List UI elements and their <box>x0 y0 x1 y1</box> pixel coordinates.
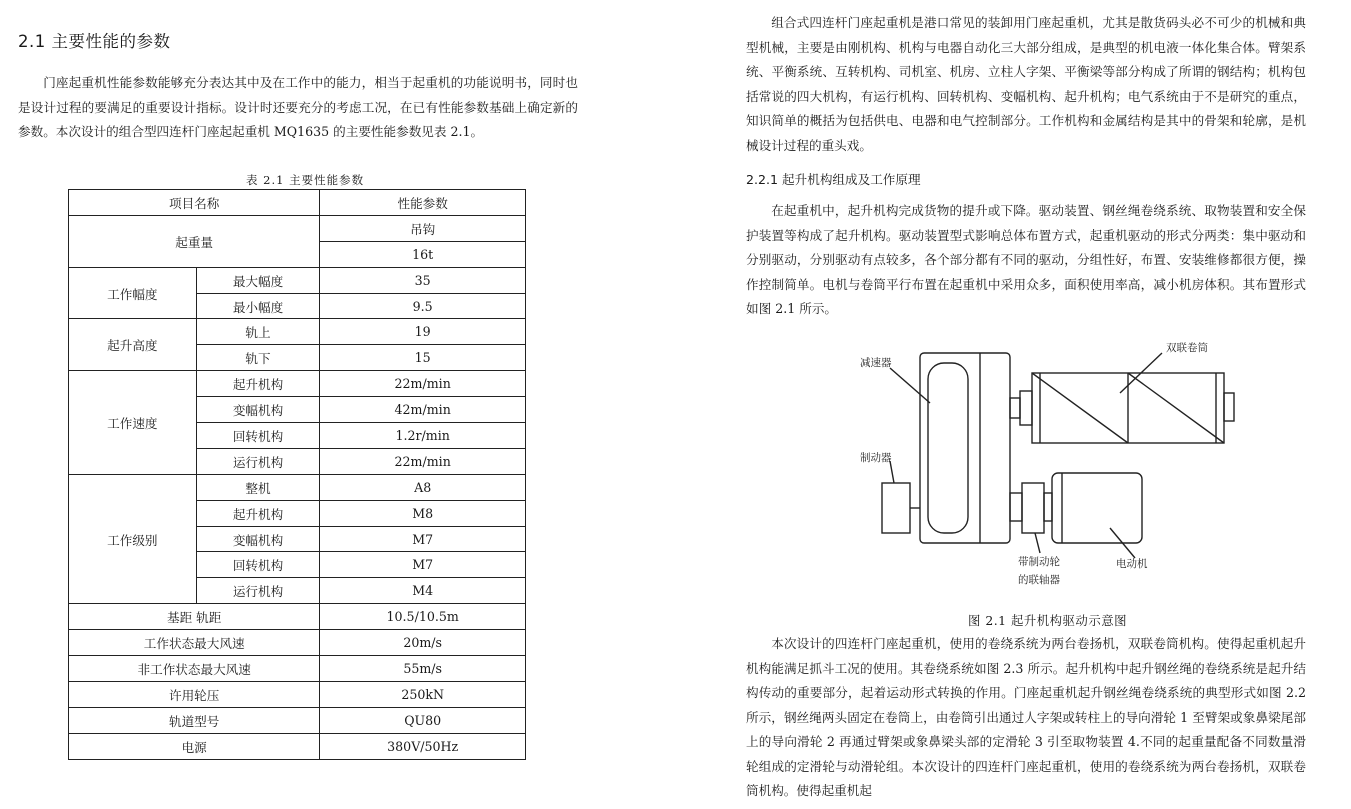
label-motor: 电动机 <box>1116 558 1148 570</box>
row-label-lift-weight: 起重量 <box>69 215 320 267</box>
cell-sub: 回转机构 <box>196 552 320 578</box>
table-row <box>69 604 526 630</box>
label-brake: 制动器 <box>860 452 892 464</box>
cell-value: 吊钩 <box>320 215 526 241</box>
label-reducer: 减速器 <box>860 357 892 369</box>
cell-value: M8 <box>320 500 526 526</box>
section-heading: 2.1 主要性能的参数 <box>18 32 171 51</box>
cell-value: 22m/min <box>320 448 526 474</box>
row-label-amplitude: 工作幅度 <box>69 267 197 319</box>
label-coupling-1: 带制动轮 <box>1018 556 1060 568</box>
cell-value: A8 <box>320 474 526 500</box>
cell-value: 380V/50Hz <box>320 733 526 759</box>
cell-sub: 轨下 <box>196 345 320 371</box>
cell-sub: 变幅机构 <box>196 397 320 423</box>
cell-name: 电源 <box>69 733 320 759</box>
cell-sub: 最小幅度 <box>196 293 320 319</box>
table-row <box>69 733 526 759</box>
table-row <box>69 267 526 293</box>
cell-name: 轨道型号 <box>69 707 320 733</box>
intro-paragraph <box>18 71 578 145</box>
cell-value: M7 <box>320 552 526 578</box>
label-coupling-2: 的联轴器 <box>1018 574 1060 586</box>
cell-name: 工作状态最大风速 <box>69 630 320 656</box>
cell-value: 250kN <box>320 681 526 707</box>
paragraph-structure <box>746 11 1306 158</box>
cell-value: 9.5 <box>320 293 526 319</box>
table-row <box>69 371 526 397</box>
cell-sub: 最大幅度 <box>196 267 320 293</box>
cell-sub: 轨上 <box>196 319 320 345</box>
header-value: 性能参数 <box>320 190 526 216</box>
reducer-gear <box>928 363 968 533</box>
cell-name: 非工作状态最大风速 <box>69 656 320 682</box>
cell-sub: 运行机构 <box>196 578 320 604</box>
cell-sub: 运行机构 <box>196 448 320 474</box>
motor-shape <box>1052 473 1142 543</box>
cell-value: M4 <box>320 578 526 604</box>
cell-value: 19 <box>320 319 526 345</box>
paragraph-winding <box>746 632 1306 804</box>
table-row <box>69 656 526 682</box>
cell-value: 20m/s <box>320 630 526 656</box>
paragraph-text: 在起重机中，起升机构完成货物的提升或下降。驱动装置、钢丝绳卷绕系统、取物装置和安全保护装置等构成了起升机构。驱动装置型式影响总体布置方式，起重机驱动的形式分两类：集中驱动和分别驱动，分别驱动有点较多，各个部分都有不同的驱动，分组性好，布置、安装维修都很方便，操作控制简单。电机与卷筒平行布置在起重机中采用众多，面积使用率高，减小机房体积。其布置形式如图 2.1 所示。 <box>746 203 1306 316</box>
parameters-table <box>68 189 526 760</box>
cell-value: 35 <box>320 267 526 293</box>
cell-sub: 回转机构 <box>196 423 320 449</box>
cell-value: 16t <box>320 241 526 267</box>
table-row <box>69 474 526 500</box>
cell-value: 55m/s <box>320 656 526 682</box>
table-row <box>69 707 526 733</box>
cell-sub: 整机 <box>196 474 320 500</box>
row-label-lift-height: 起升高度 <box>69 319 197 371</box>
paragraph-text: 本次设计的四连杆门座起重机，使用的卷绕系统为两台卷扬机，双联卷筒机构。使得起重机起升机构能满足抓斗工况的使用。其卷绕系统如图 2.3 所示。起升机构中起升钢丝绳的卷绕系统是起升结构传动的重要部分，起着运动形式转换的作用。门座起重机起升钢丝绳卷绕系统的典型形式如图 2.2 所示，钢丝绳两头固定在卷筒上，由卷筒引出通过人字架或转柱上的导向滑轮 1 至臂架或象鼻梁尾部上的导向滑轮 2 再通过臂架或象鼻梁头部的定滑轮 3 引至取物装置 4.不同的起重量配备不同数量滑轮组成的定滑轮与动滑轮组。本次设计的四连杆门座起重机，使用的卷绕系统为两台卷扬机，双联卷筒机构。使得起重机起 <box>746 636 1306 798</box>
cell-value: 42m/min <box>320 397 526 423</box>
cell-value: 10.5/10.5m <box>320 604 526 630</box>
cell-name: 基距 轨距 <box>69 604 320 630</box>
table-header-row <box>69 190 526 216</box>
table-row <box>69 630 526 656</box>
cell-value: M7 <box>320 526 526 552</box>
brake-shape <box>882 483 910 533</box>
cell-value: 15 <box>320 345 526 371</box>
cell-value: 1.2r/min <box>320 423 526 449</box>
figure-caption: 图 2.1 起升机构驱动示意图 <box>968 613 1127 628</box>
row-label-grade: 工作级别 <box>69 474 197 603</box>
cell-sub: 变幅机构 <box>196 526 320 552</box>
cell-sub: 起升机构 <box>196 371 320 397</box>
table-row <box>69 319 526 345</box>
subsection-heading: 2.2.1 起升机构组成及工作原理 <box>746 172 921 187</box>
label-drum: 双联卷筒 <box>1166 342 1208 354</box>
header-name: 项目名称 <box>69 190 320 216</box>
reducer-shape <box>920 353 1010 543</box>
hoist-drive-figure <box>850 333 1250 593</box>
intro-text: 门座起重机性能参数能够充分表达其中及在工作中的能力，相当于起重机的功能说明书，同时也是设计过程的要满足的重要设计指标。设计时还要充分的考虑工况，在已有性能参数基础上确定新的参数。本次设计的组合型四连杆门座起起重机 MQ1635 的主要性能参数见表 2.1。 <box>18 75 578 139</box>
table-row <box>69 681 526 707</box>
table-row <box>69 215 526 241</box>
table-caption: 表 2.1 主要性能参数 <box>246 173 365 187</box>
coupling-shape <box>1022 483 1044 533</box>
paragraph-text: 组合式四连杆门座起重机是港口常见的装卸用门座起重机，尤其是散货码头必不可少的机械和典型机械，主要是由刚机构、机构与电器自动化三大部分组成，是典型的机电液一体化集合体。臂架系统、平衡系统、互转机构、司机室、机房、立柱人字架、平衡梁等部分构成了所谓的钢结构；机构包括常说的四大机构，有运行机构、回转机构、变幅机构、起升机构；电气系统由于不是研究的重点，知识简单的概括为包括供电、电器和电气控制部分。工作机构和金属结构是其中的骨架和轮廓，是机械设计过程的重头戏。 <box>746 15 1306 153</box>
cell-value: 22m/min <box>320 371 526 397</box>
cell-sub: 起升机构 <box>196 500 320 526</box>
cell-name: 许用轮压 <box>69 681 320 707</box>
paragraph-lifting <box>746 199 1306 322</box>
hoist-drive-diagram <box>850 333 1250 593</box>
cell-value: QU80 <box>320 707 526 733</box>
row-label-speed: 工作速度 <box>69 371 197 475</box>
